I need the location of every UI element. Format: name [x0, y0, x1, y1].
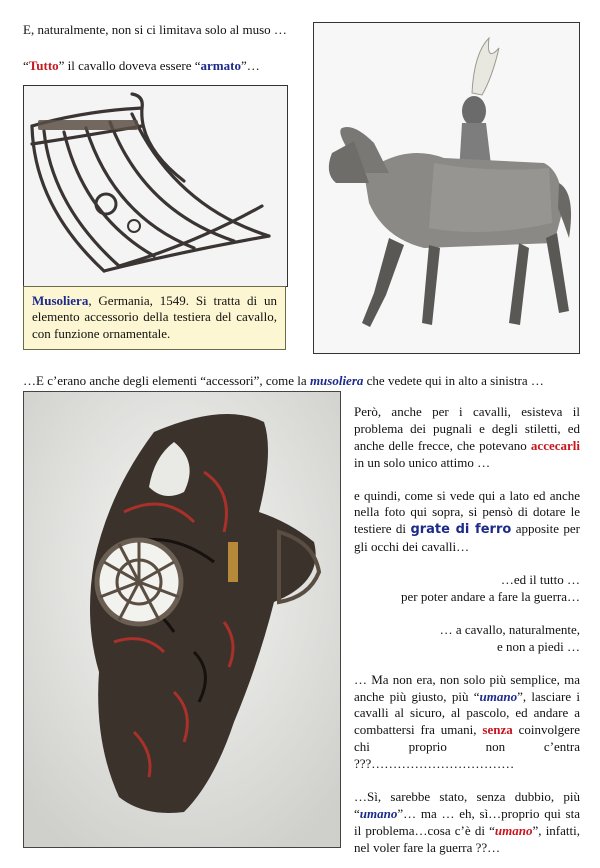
word-grate-di-ferro: grate di ferro: [410, 522, 512, 538]
caption-title: Musoliera: [32, 293, 89, 308]
paragraph-3-line-1: …ed il tutto …: [500, 572, 580, 588]
musoliera-caption: [23, 286, 286, 350]
paragraph-4-line-1: … a cavallo, naturalmente,: [439, 621, 580, 637]
musoliera-illustration: [24, 86, 287, 286]
paragraph-6: …Sì, sarebbe stato, senza dubbio, più “umano”… ma … eh, sì…proprio qui sta il problema…cosa c’è di “umano”, infatti, nel voler fare la guerra ??…: [354, 789, 580, 855]
armored-horse-illustration: [314, 23, 579, 353]
right-column: [354, 404, 580, 857]
word-accecarli: accecarli: [530, 437, 580, 453]
header-line-1: E, naturalmente, non si ci limitava solo al muso …: [23, 22, 287, 37]
musoliera-photo: [23, 85, 288, 287]
word-umano-1: umano: [479, 688, 518, 704]
header-line-2: “Tutto” il cavallo doveva essere “armato”…: [23, 58, 260, 73]
word-umano-3: umano: [494, 822, 533, 838]
paragraph-3-line-2: per poter andare a fare la guerra…: [401, 589, 580, 605]
word-umano-2: umano: [359, 805, 398, 821]
armored-knight-photo: [313, 22, 580, 354]
word-musoliera: musoliera: [309, 373, 364, 388]
paragraph-1: Però, anche per i cavalli, esisteva il problema dei pugnali e degli stiletti, ed anche delle frecce, che potevano accecarli in un solo unico attimo …: [354, 404, 580, 470]
word-tutto: Tutto: [28, 58, 59, 73]
caption-text: , Germania, 1549. Si tratta di un elemento accessorio della testiera del cavallo, con funzione ornamentale.: [32, 293, 277, 341]
word-armato: armato: [200, 58, 241, 73]
chanfron-photo: [23, 391, 341, 848]
word-senza: senza: [482, 722, 513, 738]
paragraph-5: … Ma non era, non solo più semplice, ma anche più giusto, più “umano”, lasciare i cavalli al sicuro, al pascolo, ed andare a combattersi fra umani, senza coinvolgere chi proprio non c’entra ???……………………………: [354, 671, 581, 772]
paragraph-2: e quindi, come si vede qui a lato ed anche nella foto qui sopra, si pensò di dotare le testiere di grate di ferro apposite per gli occhi dei cavalli…: [354, 487, 581, 555]
chanfron-illustration: [24, 392, 340, 847]
middle-caption-line: …E c’erano anche degli elementi “accessori”, come la musoliera che vedete qui in alto a sinistra …: [23, 373, 544, 388]
paragraph-4-line-2: e non a piedi …: [496, 638, 580, 654]
